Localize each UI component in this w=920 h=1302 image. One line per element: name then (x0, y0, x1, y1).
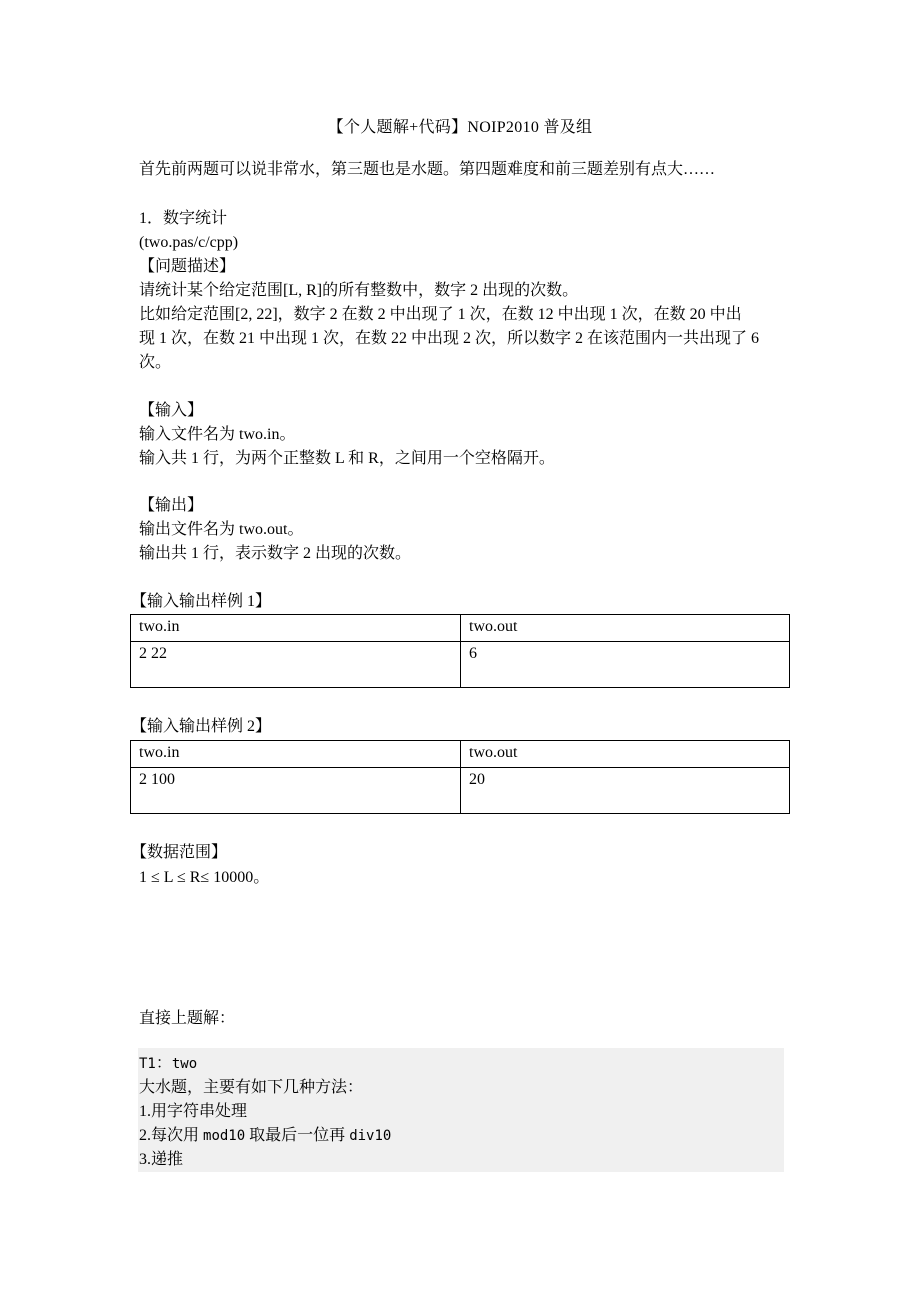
solution-title-line (138, 1052, 784, 1076)
solution-colon: ： (155, 1055, 172, 1072)
table-row (131, 642, 790, 688)
description-line: 次。 (139, 354, 172, 371)
problem-files: (two.pas/c/cpp) (139, 234, 239, 251)
table-row (131, 741, 790, 768)
table-cell: two.in (131, 615, 461, 642)
sample2-heading: 【输入输出样例 2】 (131, 718, 272, 735)
solution-text: 取最后一位再 (245, 1127, 350, 1144)
output-heading: 【输出】 (139, 497, 204, 514)
solution-line: 大水题，主要有如下几种方法： (139, 1079, 364, 1096)
input-line: 输入文件名为 two.in。 (139, 426, 296, 443)
sample1-table (130, 614, 790, 688)
description-heading: 【问题描述】 (139, 258, 236, 275)
solution-label: T1 (139, 1056, 156, 1072)
table-row (131, 768, 790, 814)
problem-heading: 1．数字统计 (139, 210, 228, 227)
solution-block (138, 1048, 784, 1172)
solution-intro: 直接上题解： (139, 1010, 236, 1027)
output-line: 输出共 1 行，表示数字 2 出现的次数。 (139, 545, 412, 562)
table-cell: two.out (461, 741, 790, 768)
table-row (131, 615, 790, 642)
page-title: 【个人题解+代码】NOIP2010 普及组 (327, 119, 593, 136)
solution-name: two (171, 1056, 198, 1072)
table-cell: 2 100 (131, 768, 461, 814)
range-heading: 【数据范围】 (131, 844, 228, 861)
solution-code: mod10 (203, 1128, 246, 1144)
range-line: 1 ≤ L ≤ R≤ 10000。 (139, 869, 270, 886)
table-cell: 20 (461, 768, 790, 814)
output-line: 输出文件名为 two.out。 (139, 521, 304, 538)
input-line: 输入共 1 行，为两个正整数 L 和 R，之间用一个空格隔开。 (139, 450, 555, 467)
table-cell: two.out (461, 615, 790, 642)
sample1-heading: 【输入输出样例 1】 (131, 593, 272, 610)
table-cell: 6 (461, 642, 790, 688)
description-line: 请统计某个给定范围[L, R]的所有整数中，数字 2 出现的次数。 (139, 282, 579, 299)
description-line: 现 1 次，在数 21 中出现 1 次，在数 22 中出现 2 次，所以数字 2 在该范围内一共出现了 6 (139, 330, 760, 347)
sample2-table (130, 740, 790, 814)
table-cell: two.in (131, 741, 461, 768)
solution-line: 3.递推 (139, 1151, 184, 1168)
intro-paragraph: 首先前两题可以说非常水，第三题也是水题。第四题难度和前三题差别有点大…… (139, 161, 716, 178)
solution-text: 2.每次用 (139, 1127, 204, 1144)
solution-line: 1.用字符串处理 (139, 1103, 248, 1120)
table-cell: 2 22 (131, 642, 461, 688)
input-heading: 【输入】 (139, 402, 204, 419)
solution-line (138, 1124, 784, 1148)
solution-code: div10 (349, 1128, 392, 1144)
description-line: 比如给定范围[2, 22]，数字 2 在数 2 中出现了 1 次，在数 12 中出现 1 次，在数 20 中出 (139, 306, 742, 323)
